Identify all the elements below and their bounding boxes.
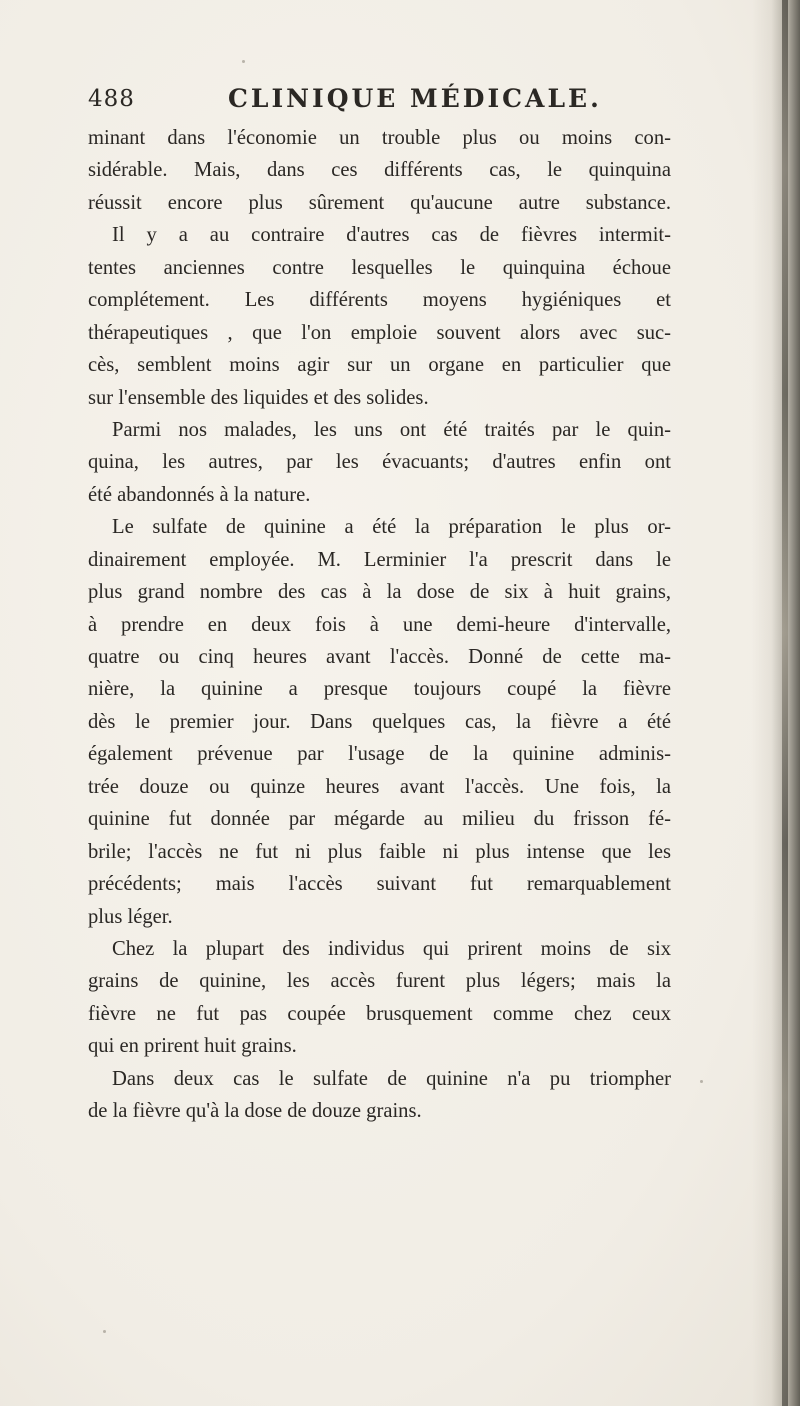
text-line: quatre ou cinq heures avant l'accès. Donné de cette ma- xyxy=(88,646,671,668)
text-line: plus grand nombre des cas à la dose de six à huit grains, xyxy=(88,581,671,604)
page-edge-shadow xyxy=(752,0,800,1406)
text-line: brile; l'accès ne fut ni plus faible ni plus intense que les xyxy=(88,840,671,863)
text-line: qui en prirent huit grains. xyxy=(88,1035,297,1058)
text-line: à prendre en deux fois à une demi-heure d'intervalle, xyxy=(88,613,671,636)
text-line: Dans deux cas le sulfate de quinine n'a pu triompher xyxy=(112,1067,671,1090)
paper-speck xyxy=(103,1330,106,1333)
binding-edge xyxy=(782,0,788,1406)
page-number: 488 xyxy=(88,86,135,112)
text-line: plus léger. xyxy=(88,905,173,928)
text-line: thérapeutiques , que l'on emploie souvent alors avec suc- xyxy=(88,321,671,344)
text-line: également prévenue par l'usage de la quinine adminis- xyxy=(88,743,671,766)
text-line: dès le premier jour. Dans quelques cas, la fièvre a été xyxy=(88,710,671,733)
text-line: réussit encore plus sûrement qu'aucune autre substance. xyxy=(88,191,671,214)
text-line: trée douze ou quinze heures avant l'accès. Une fois, la xyxy=(88,775,671,798)
text-line: Parmi nos malades, les uns ont été traités par le quin- xyxy=(112,418,671,441)
text-line: été abandonnés à la nature. xyxy=(88,483,311,506)
text-line: précédents; mais l'accès suivant fut remarquablement xyxy=(88,873,671,896)
paper-speck xyxy=(700,1080,703,1083)
page-header xyxy=(88,84,688,120)
text-line: tentes anciennes contre lesquelles le quinquina échoue xyxy=(88,256,671,279)
text-line: sidérable. Mais, dans ces différents cas, le quinquina xyxy=(88,159,671,182)
text-line: de la fièvre qu'à la dose de douze grains. xyxy=(88,1100,422,1123)
text-line: minant dans l'économie un trouble plus ou moins con- xyxy=(88,127,671,149)
text-line: Il y a au contraire d'autres cas de fièvres intermit- xyxy=(112,224,671,247)
text-line: quinine fut donnée par mégarde au milieu du frisson fé- xyxy=(88,808,671,831)
paper-speck xyxy=(242,60,245,63)
text-line: cès, semblent moins agir sur un organe en particulier que xyxy=(88,354,671,377)
text-line: fièvre ne fut pas coupée brusquement comme chez ceux xyxy=(88,1002,671,1025)
text-line: complétement. Les différents moyens hygiéniques et xyxy=(88,289,671,312)
text-line: Chez la plupart des individus qui prirent moins de six xyxy=(112,937,671,960)
text-line: quina, les autres, par les évacuants; d'autres enfin ont xyxy=(88,451,671,474)
running-title: CLINIQUE MÉDICALE. xyxy=(228,84,602,113)
text-line: dinairement employée. M. Lerminier l'a prescrit dans le xyxy=(88,548,671,571)
text-line: Le sulfate de quinine a été la préparation le plus or- xyxy=(112,516,671,539)
text-line: nière, la quinine a presque toujours coupé la fièvre xyxy=(88,678,671,701)
body-text xyxy=(88,122,671,1128)
text-line: sur l'ensemble des liquides et des solides. xyxy=(88,386,429,409)
text-line: grains de quinine, les accès furent plus légers; mais la xyxy=(88,970,671,993)
